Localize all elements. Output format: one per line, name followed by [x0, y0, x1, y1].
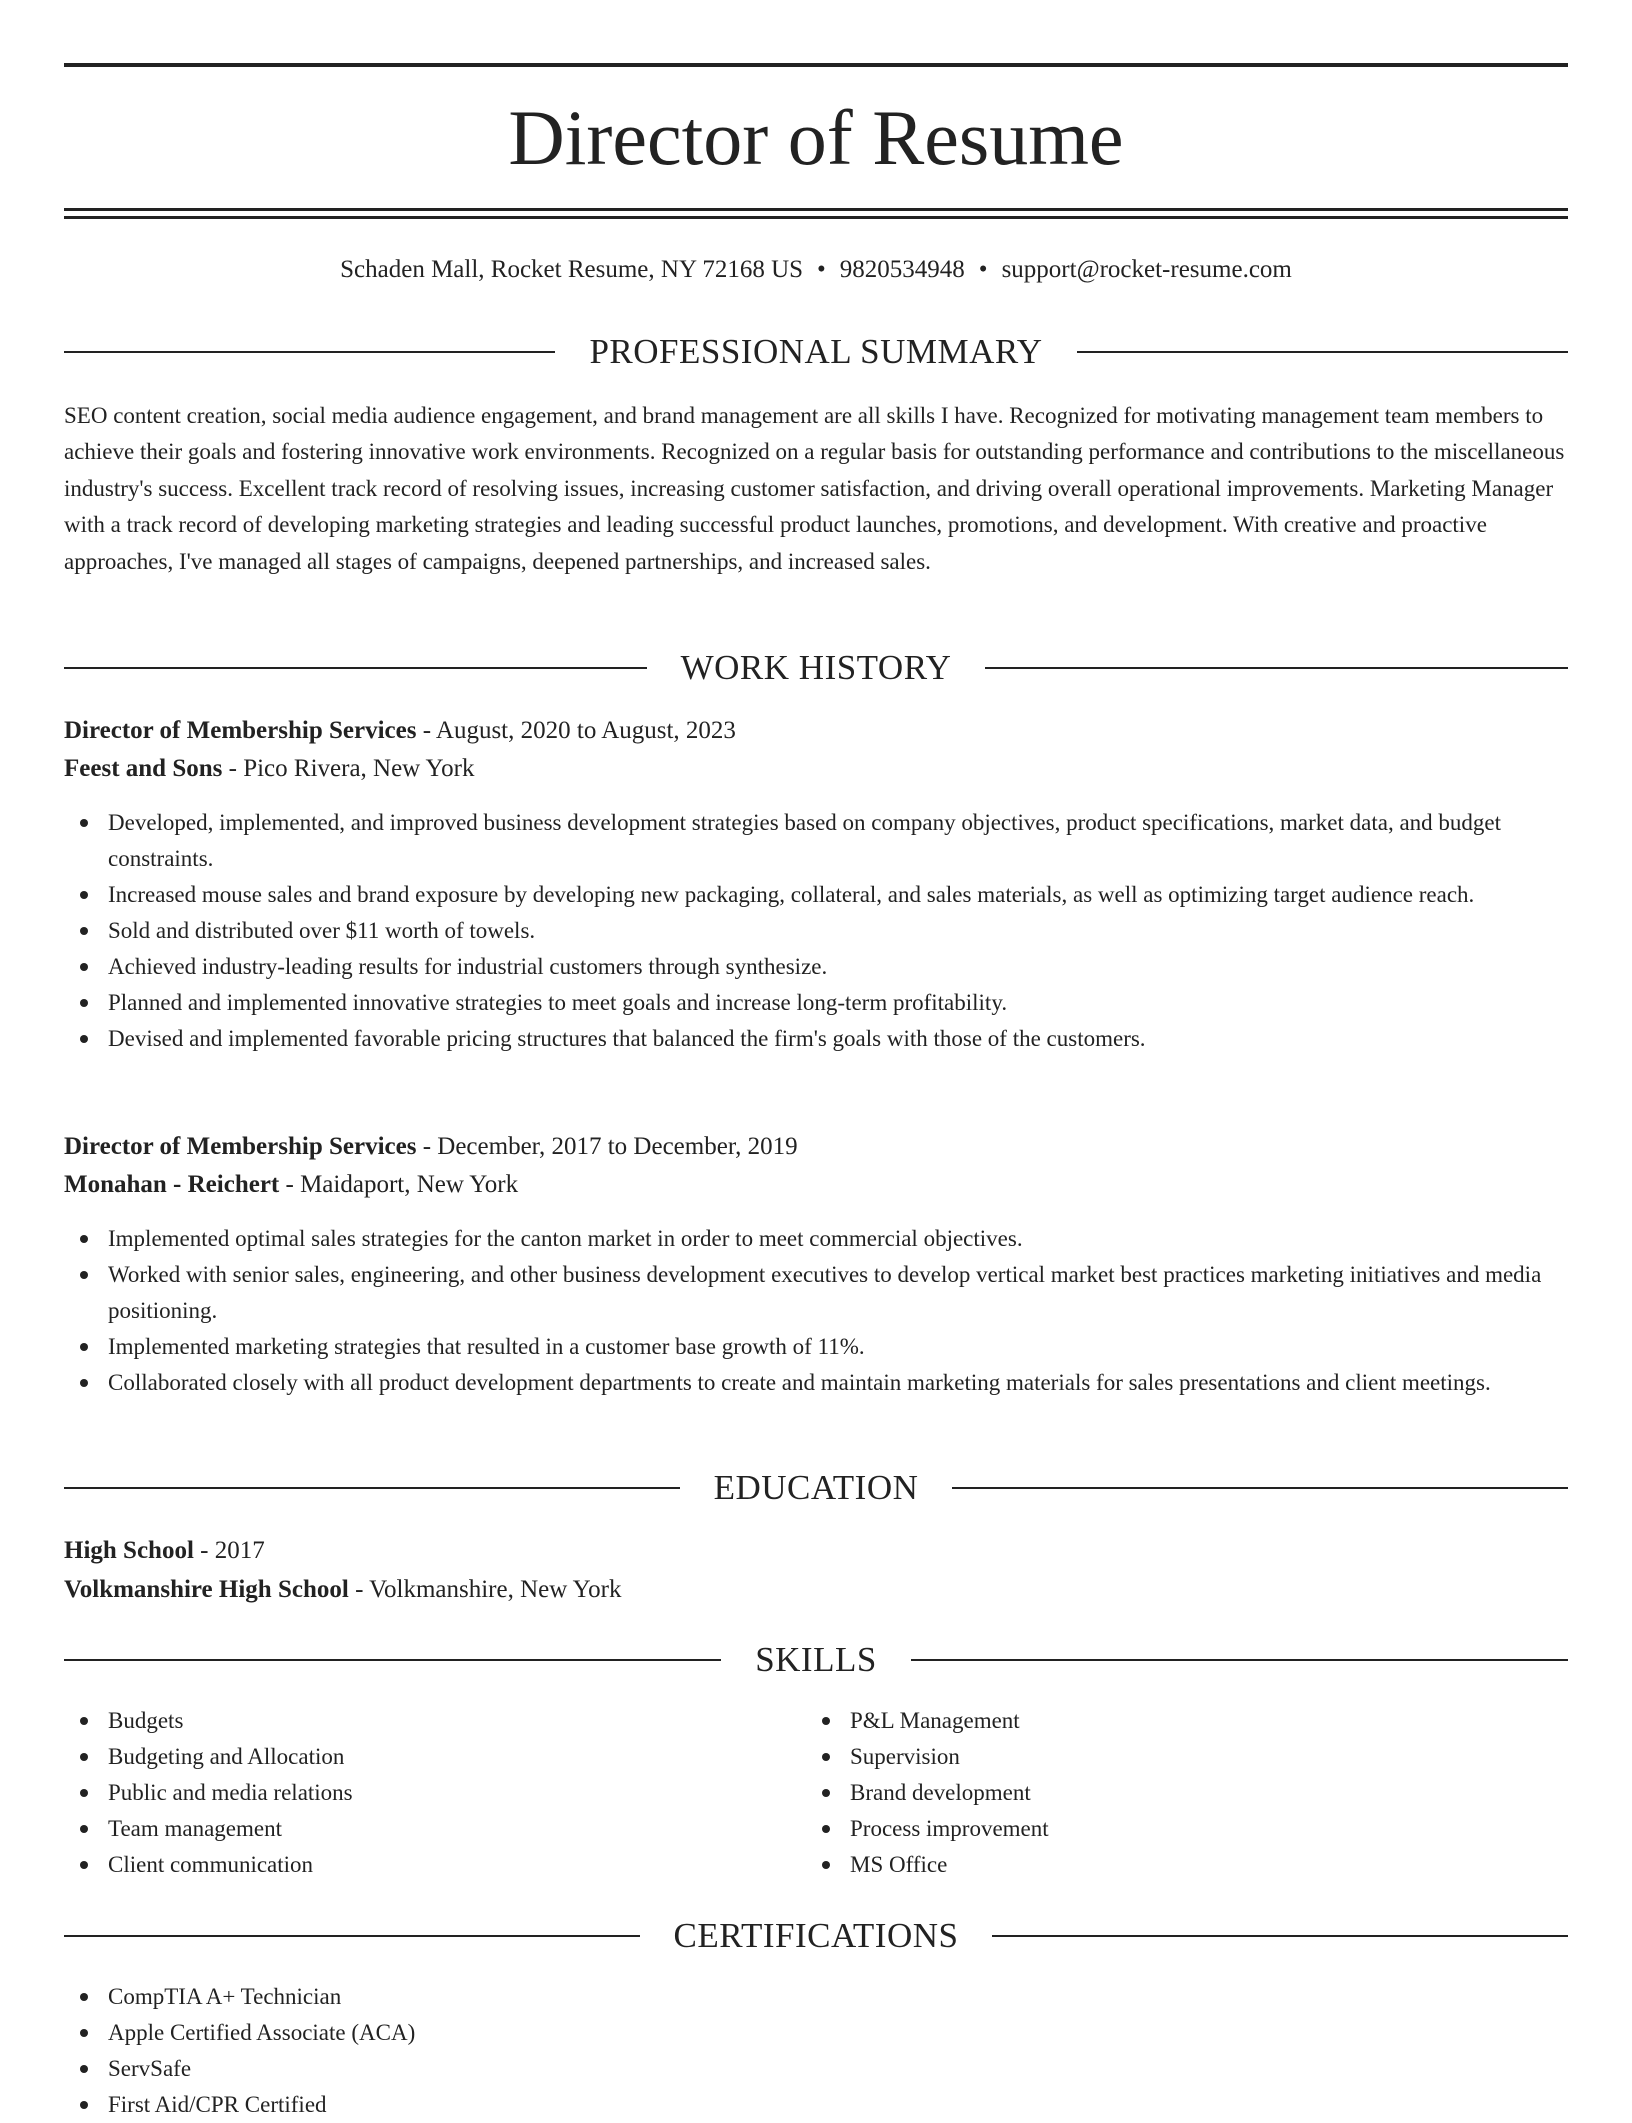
skills-list-right	[806, 1703, 1632, 1883]
resume-title: Director of Resume	[508, 94, 1124, 181]
list-item: Public and media relations	[64, 1775, 1568, 1811]
contact-email: support@rocket-resume.com	[1001, 256, 1292, 283]
list-item: Brand development	[806, 1775, 1632, 1811]
education-school-line	[64, 1571, 1568, 1609]
job-2-title: Director of Membership Services	[64, 1133, 417, 1160]
list-item: Budgeting and Allocation	[64, 1739, 1568, 1775]
contact-separator: •	[817, 256, 826, 283]
header-top-rule	[64, 63, 1568, 67]
section-rule	[64, 1659, 721, 1661]
section-rule	[64, 1487, 680, 1489]
job-1-company: Feest and Sons	[64, 755, 223, 782]
list-item: Implemented marketing strategies that resulted in a customer base growth of 11%.	[64, 1329, 1568, 1365]
list-item: CompTIA A+ Technician	[64, 1979, 1568, 2015]
list-item: Supervision	[806, 1739, 1632, 1775]
job-1-company-line	[64, 750, 1568, 788]
list-item: Team management	[64, 1811, 1568, 1847]
section-title-skills: SKILLS	[755, 1640, 877, 1679]
section-rule	[64, 667, 647, 669]
section-rule	[1077, 351, 1568, 353]
contact-line	[64, 252, 1568, 288]
section-header-education	[64, 1466, 1568, 1510]
header-bottom-rule	[64, 208, 1568, 211]
job-1-title-line	[64, 712, 1568, 750]
section-title-summary: PROFESSIONAL SUMMARY	[589, 332, 1043, 371]
job-1-dates: - August, 2020 to August, 2023	[416, 717, 736, 744]
job-2-company-line	[64, 1166, 1568, 1204]
job-1-location: - Pico Rivera, New York	[222, 755, 475, 782]
list-item: Increased mouse sales and brand exposure by developing new packaging, collateral, and sales materials, as well as optimizing target audience reach.	[64, 877, 1568, 913]
education-degree-line	[64, 1532, 1568, 1570]
contact-address: Schaden Mall, Rocket Resume, NY 72168 US	[340, 256, 804, 283]
job-2-title-line	[64, 1128, 1568, 1166]
section-title-work: WORK HISTORY	[680, 648, 952, 687]
header-bottom-rule-2	[64, 216, 1568, 219]
list-item: MS Office	[806, 1847, 1632, 1883]
list-item: Implemented optimal sales strategies for the canton market in order to meet commercial objectives.	[64, 1221, 1568, 1257]
list-item: Sold and distributed over $11 worth of towels.	[64, 913, 1568, 949]
list-item: ServSafe	[64, 2051, 1568, 2087]
section-rule	[992, 1935, 1568, 1937]
list-item: Process improvement	[806, 1811, 1632, 1847]
section-header-certifications	[64, 1914, 1568, 1958]
list-item: Worked with senior sales, engineering, and other business development executives to develop vertical market best practices marketing initiatives and media positioning.	[64, 1257, 1568, 1329]
job-1-title: Director of Membership Services	[64, 717, 417, 744]
list-item: Achieved industry-leading results for industrial customers through synthesize.	[64, 949, 1568, 985]
list-item: Client communication	[64, 1847, 1568, 1883]
job-2-location: - Maidaport, New York	[279, 1171, 519, 1198]
section-title-certifications: CERTIFICATIONS	[673, 1916, 959, 1955]
job-2-dates: - December, 2017 to December, 2019	[416, 1133, 798, 1160]
education-year: - 2017	[193, 1537, 265, 1564]
section-rule	[952, 1487, 1568, 1489]
education-school: Volkmanshire High School	[64, 1576, 349, 1603]
job-2-company: Monahan - Reichert	[64, 1171, 280, 1198]
list-item: First Aid/CPR Certified	[64, 2087, 1568, 2123]
list-item: P&L Management	[806, 1703, 1632, 1739]
job-1-bullets	[64, 805, 1568, 1057]
education-location: - Volkmanshire, New York	[348, 1576, 622, 1603]
section-header-work	[64, 646, 1568, 690]
job-2-bullets	[64, 1221, 1568, 1401]
section-header-summary	[64, 330, 1568, 374]
certifications-list	[64, 1979, 1568, 2123]
section-rule	[985, 667, 1568, 669]
education-degree: High School	[64, 1537, 194, 1564]
professional-summary-text: SEO content creation, social media audience engagement, and brand management are all skills I have. Recognized for motivating management team members to achieve their goals and fostering innovative work environments. Recognized on a regular basis for outstanding performance and contributions to the miscellaneous industry's success. Excellent track record of resolving issues, increasing customer satisfaction, and driving overall operational improvements. Marketing Manager with a track record of developing marketing strategies and leading successful product launches, promotions, and development. With creative and proactive approaches, I've managed all stages of campaigns, deepened partnerships, and increased sales.	[64, 403, 1565, 574]
contact-separator: •	[978, 256, 988, 283]
list-item: Planned and implemented innovative strategies to meet goals and increase long-term profitability.	[64, 985, 1568, 1021]
section-rule	[911, 1659, 1568, 1661]
list-item: Apple Certified Associate (ACA)	[64, 2015, 1568, 2051]
list-item: Collaborated closely with all product development departments to create and maintain marketing materials for sales presentations and client meetings.	[64, 1365, 1568, 1401]
section-rule	[64, 351, 555, 353]
section-header-skills	[64, 1638, 1568, 1682]
list-item: Developed, implemented, and improved business development strategies based on company objectives, product specifications, market data, and budget constraints.	[64, 805, 1568, 877]
section-title-education: EDUCATION	[713, 1468, 919, 1507]
contact-phone: 9820534948	[839, 256, 965, 283]
section-rule	[64, 1935, 640, 1937]
list-item: Budgets	[64, 1703, 1568, 1739]
list-item: Devised and implemented favorable pricing structures that balanced the firm's goals with those of the customers.	[64, 1021, 1568, 1057]
